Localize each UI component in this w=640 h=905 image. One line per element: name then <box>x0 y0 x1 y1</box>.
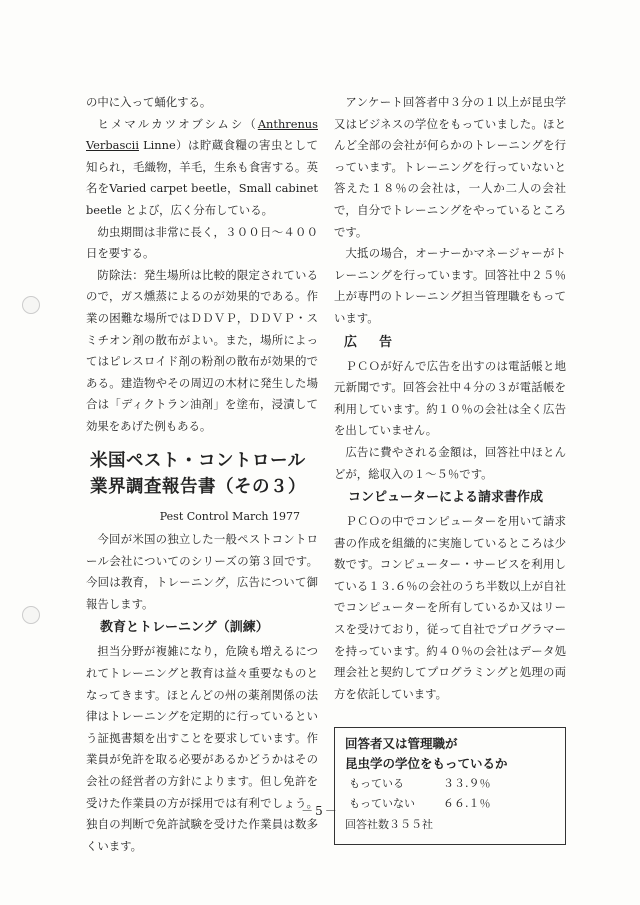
punch-hole-mark <box>22 606 40 624</box>
right-column <box>334 92 566 845</box>
scientific-name: Anthrenus Verbascii <box>86 116 318 153</box>
paragraph: 今回が米国の独立した一般ペストコントロール会社についてのシリーズの第３回です。今回は教育，トレーニング，広告について御報告します。 <box>86 532 318 611</box>
paragraph: 広告に費やされる金額は，回答社中ほとんどが，総収入の１～５％です。 <box>334 444 566 481</box>
result-value: ３３.９％ <box>443 777 491 791</box>
left-column <box>86 92 318 857</box>
section-heading: コンピューターによる請求書作成 <box>348 490 544 506</box>
text-span: ）は貯蔵食糧の害虫として知られ，毛織物，羊毛，生糸も食害する。英名をVaried carpet beetle，Small cabinet beetle とよび，広く分布している。 <box>86 138 318 217</box>
page-number: －5－ <box>301 804 339 818</box>
section-heading: 広告 <box>344 334 415 350</box>
paragraph: ＰＣＯの中でコンピューターを用いて請求書の作成を組織的に実施しているところは少数です。コンピューター・サービスを利用している１３.６％の会社のうち半数以上が自社でコンピューターを所有しているか又はリースを受けており，従って自社でプログラマーを持っています。約４０％の会社はデータ処理会社と契約してプログラミングと処理の両方を依託しています。 <box>334 514 566 701</box>
paragraph: 幼虫期間は非常に長く，３００日～４００日を要する。 <box>86 224 318 261</box>
box-title: 昆虫学の学位をもっているか <box>345 756 508 772</box>
title-line: 米国ペスト・コントロール <box>90 450 306 471</box>
paragraph: アンケート回答者中３分の１以上が昆虫学又はビジネスの学位をもっていました。ほとんど全部の会社が何らかのトレーニングを行っています。トレーニングを行っていないと答えた１８％の会社は，一人か二人の会社で，自分でトレーニングをやっているところです。 <box>334 95 566 239</box>
box-title: 回答者又は管理職が <box>345 736 458 752</box>
result-value: ６６.１％ <box>443 797 491 811</box>
survey-result-box <box>334 727 566 845</box>
section-heading: 教育とトレーニング（訓練） <box>100 620 269 636</box>
punch-hole-mark <box>22 296 40 314</box>
respondent-count: 回答社数３５５社 <box>345 818 433 832</box>
paragraph: 大抵の場合，オーナーかマネージャーがトレーニングを行っています。回答社中２５％上が専門のトレーニング担当管理職をもっています。 <box>334 246 566 325</box>
result-row <box>345 774 557 794</box>
paragraph: 担当分野が複雑になり，危険も増えるにつれてトレーニングと教育は益々重要なものとなってきます。ほとんどの州の薬剤関係の法律はトレーニングを定期的に行っているという証拠書類を出すことを要求しています。作業員が免許を取る必要があるかどうかはその会社の経営者の方針によります。但し免許を受けた作業員の方が採用では有利でしょう。独自の判断で免許試験を受けた作業員は数多くいます。 <box>86 644 318 853</box>
source-citation: Pest Control March 1977 <box>159 509 300 523</box>
text-span: ヒメマルカツオブシムシ（ <box>97 116 258 131</box>
paragraph: の中に入って蛹化する。 <box>86 95 212 109</box>
article-title <box>90 448 318 500</box>
result-label: もっている <box>349 777 404 791</box>
paragraph: ＰＣＯが好んで広告を出すのは電話帳と地元新聞です。回答会社中４分の３が電話帳を利用しています。約１０％の会社は全く広告を出していません。 <box>334 358 566 438</box>
paragraph-control-method: 防除法：発生場所は比較的限定されているので，ガス燻蒸によるのが効果的である。作業の困難な場所ではＤＤＶＰ，ＤＤＶＰ・スミチオン剤の散布がよい。また，場所によってはピレスロイド剤の粉剤の散布が効果的である。建造物やその周辺の木材に発生した場合は「ディクトラン油剤」を塗布，浸漬して効果をあげた例もある。 <box>86 267 318 433</box>
scientific-author: Linne <box>143 138 176 153</box>
result-label: もっていない <box>349 797 415 811</box>
paragraph-anthrenus <box>86 114 318 222</box>
title-line: 業界調査報告書（その３） <box>90 476 306 497</box>
